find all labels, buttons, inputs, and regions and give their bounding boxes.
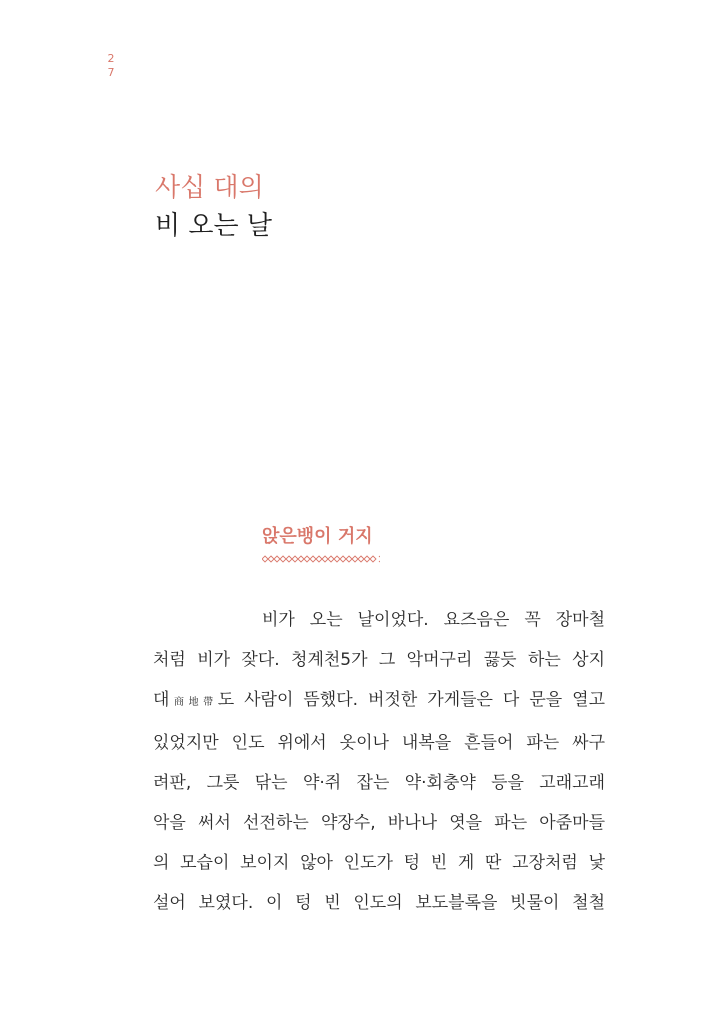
page-number-digit: 7: [107, 66, 115, 79]
page-number: [104, 52, 118, 80]
body-line: 악을 써서 선전하는 약장수, 바나나 엿을 파는 아줌마들: [153, 813, 605, 833]
body-line: 비가 오는 날이었다. 요즈음은 꼭 장마철: [262, 610, 605, 630]
body-line: 려판, 그릇 닦는 약·쥐 잡는 약·회충약 등을 고래고래: [153, 773, 605, 793]
body-line: 처럼 비가 잦다. 청계천5가 그 악머구리 끓듯 하는 상지: [153, 650, 605, 670]
page-number-digit: 2: [107, 52, 115, 65]
hanja-annotation: 商地帶: [169, 697, 218, 708]
body-line: [153, 680, 605, 723]
body-line-end: 도 사람이 뜸했다. 버젓한 가게들은 다 문을 열고: [217, 690, 605, 710]
body-line: 있었지만 인도 위에서 옷이나 내복을 흔들어 파는 싸구: [153, 733, 605, 753]
body-paragraph: [153, 600, 605, 923]
body-line-start: 대: [153, 690, 170, 710]
body-line: 의 모습이 보이지 않아 인도가 텅 빈 게 딴 고장처럼 낯: [153, 853, 605, 873]
diamond-ornament-icon: [262, 555, 380, 563]
section-heading: [262, 523, 402, 563]
chapter-main-title: 비 오는 날: [155, 211, 272, 241]
body-line: 설어 보였다. 이 텅 빈 인도의 보도블록을 빗물이 철철: [153, 893, 605, 913]
chapter-sup-title: 사십 대의: [155, 173, 264, 203]
chapter-title: [155, 170, 575, 246]
section-title: 앉은뱅이 거지: [262, 526, 373, 547]
